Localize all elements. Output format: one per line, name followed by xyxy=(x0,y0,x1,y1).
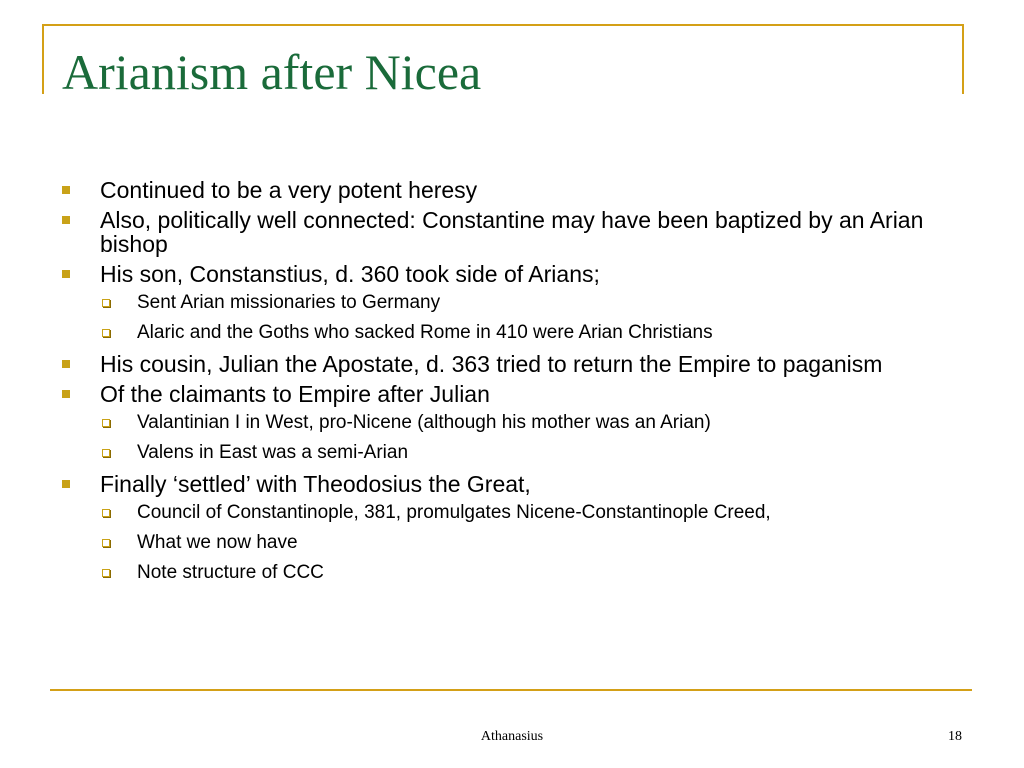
hollow-square-bullet-icon xyxy=(102,329,110,337)
bullet-item xyxy=(62,262,962,286)
sub-bullet-text: Sent Arian missionaries to Germany xyxy=(137,292,441,313)
bullet-item xyxy=(62,382,962,406)
hollow-square-bullet-icon xyxy=(102,509,110,517)
bullet-list xyxy=(62,178,962,592)
bullet-item xyxy=(62,208,962,256)
sub-bullet-text: Note structure of CCC xyxy=(137,562,324,583)
bullet-text: His cousin, Julian the Apostate, d. 363 tried to return the Empire to paganism xyxy=(100,351,883,377)
square-bullet-icon xyxy=(62,270,70,278)
sub-bullet-item xyxy=(62,292,962,314)
hollow-square-bullet-icon xyxy=(102,419,110,427)
bullet-text: Finally ‘settled’ with Theodosius the Great, xyxy=(100,471,531,497)
bullet-item xyxy=(62,178,962,202)
bullet-text: His son, Constanstius, d. 360 took side of Arians; xyxy=(100,261,600,287)
bullet-text: Also, politically well connected: Constantine may have been baptized by an Arian bishop xyxy=(100,207,924,257)
sub-bullet-item xyxy=(62,502,962,524)
page-number: 18 xyxy=(948,729,962,744)
hollow-square-bullet-icon xyxy=(102,539,110,547)
bullet-item xyxy=(62,472,962,496)
sub-bullet-item xyxy=(62,532,962,554)
square-bullet-icon xyxy=(62,390,70,398)
sub-bullet-text: Valantinian I in West, pro-Nicene (although his mother was an Arian) xyxy=(137,412,711,433)
title-frame-left-rule xyxy=(42,24,44,94)
bullet-item xyxy=(62,352,962,376)
slide-title: Arianism after Nicea xyxy=(62,44,482,100)
footer-rule xyxy=(50,689,972,691)
square-bullet-icon xyxy=(62,216,70,224)
sub-bullet-text: Alaric and the Goths who sacked Rome in 410 were Arian Christians xyxy=(137,322,713,343)
square-bullet-icon xyxy=(62,480,70,488)
hollow-square-bullet-icon xyxy=(102,299,110,307)
sub-bullet-text: Valens in East was a semi-Arian xyxy=(137,442,409,463)
title-frame-right-rule xyxy=(962,24,964,94)
footer-text: Athanasius xyxy=(480,729,544,744)
hollow-square-bullet-icon xyxy=(102,449,110,457)
title-frame-top-rule xyxy=(42,24,964,26)
sub-bullet-item xyxy=(62,412,962,434)
hollow-square-bullet-icon xyxy=(102,569,110,577)
sub-bullet-item xyxy=(62,322,962,344)
sub-bullet-text: Council of Constantinople, 381, promulgates Nicene-Constantinople Creed, xyxy=(137,502,771,523)
bullet-text: Continued to be a very potent heresy xyxy=(100,177,478,203)
square-bullet-icon xyxy=(62,186,70,194)
sub-bullet-text: What we now have xyxy=(137,532,298,553)
sub-bullet-item xyxy=(62,442,962,464)
sub-bullet-item xyxy=(62,562,962,584)
bullet-text: Of the claimants to Empire after Julian xyxy=(100,381,490,407)
square-bullet-icon xyxy=(62,360,70,368)
